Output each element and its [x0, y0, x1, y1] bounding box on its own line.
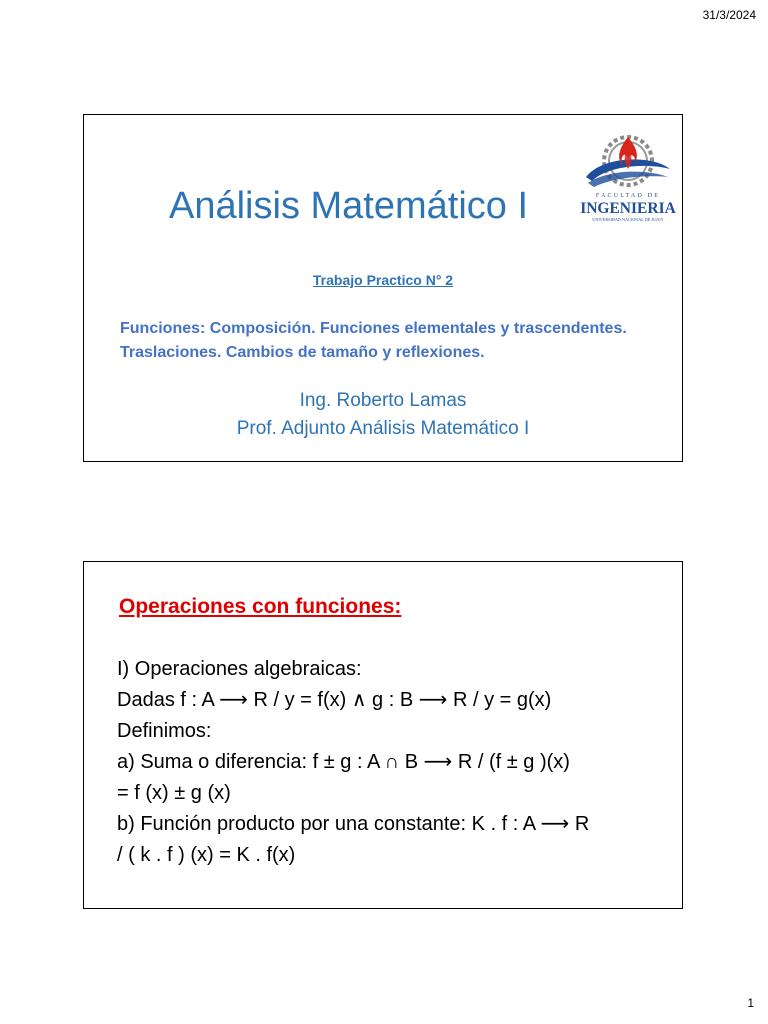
slide-title: Análisis Matemático I: [169, 185, 529, 227]
svg-text:UNIVERSIDAD NACIONAL DE JUJUY: UNIVERSIDAD NACIONAL DE JUJUY: [592, 217, 664, 222]
topic-line: Traslaciones. Cambios de tamaño y reflexiones.: [120, 344, 485, 361]
topics-list: [120, 317, 627, 365]
topic-line: Funciones: Composición. Funciones elementales y trascendentes.: [120, 320, 627, 337]
body-line: Dadas f : A ⟶ R / y = f(x) ∧ g : B ⟶ R / y = g(x): [117, 689, 552, 711]
svg-text:FACULTAD DE: FACULTAD DE: [595, 193, 661, 199]
title-slide: [83, 114, 683, 462]
page-number: 1: [747, 996, 754, 1010]
author-name: Ing. Roberto Lamas: [299, 390, 467, 411]
author-role: Prof. Adjunto Análisis Matemático I: [236, 418, 530, 439]
body-line: b) Función producto por una constante: K . f : A ⟶ R: [117, 813, 590, 835]
body-line: = f (x) ± g (x): [117, 782, 231, 804]
faculty-logo: [578, 125, 678, 235]
practice-number: Trabajo Practico N° 2: [312, 272, 454, 288]
svg-text:INGENIERIA: INGENIERIA: [580, 200, 676, 217]
author-block: [84, 387, 682, 443]
body-line: I) Operaciones algebraicas:: [117, 658, 362, 680]
page-date: 31/3/2024: [702, 8, 756, 22]
body-line: a) Suma o diferencia: f ± g : A ∩ B ⟶ R / (f ± g )(x): [117, 751, 570, 773]
body-line: / ( k . f ) (x) = K . f(x): [117, 844, 296, 866]
section-heading: Operaciones con funciones:: [119, 595, 402, 618]
body-line: Definimos:: [117, 720, 212, 742]
content-slide: [83, 561, 683, 909]
slide-body: [117, 654, 589, 871]
